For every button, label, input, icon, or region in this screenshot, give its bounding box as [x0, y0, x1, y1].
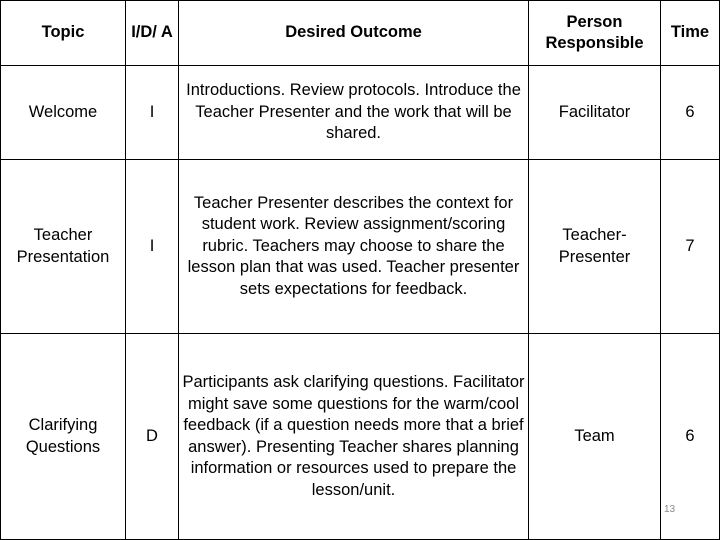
topic-cell: Welcome	[1, 66, 126, 160]
header-row	[1, 1, 720, 66]
topic-cell: Clarifying Questions	[1, 334, 126, 540]
header-desired-outcome: Desired Outcome	[179, 1, 529, 66]
outcome-cell: Teacher Presenter describes the context for student work. Review assignment/scoring rubric. Teachers may choose to share the lesson plan that was used. Teacher presenter sets expectations for feedback.	[179, 160, 529, 334]
person-cell: Team	[529, 334, 661, 540]
header-ida: I/D/ A	[126, 1, 179, 66]
person-cell: Teacher-Presenter	[529, 160, 661, 334]
slide-number: 13	[664, 504, 676, 515]
table-row	[1, 66, 720, 160]
outcome-cell: Introductions. Review protocols. Introduce the Teacher Presenter and the work that will be shared.	[179, 66, 529, 160]
header-time: Time	[661, 1, 720, 66]
header-person-responsible: Person Responsible	[529, 1, 661, 66]
ida-cell: I	[126, 160, 179, 334]
time-cell: 7	[661, 160, 720, 334]
table-row	[1, 160, 720, 334]
ida-cell: D	[126, 334, 179, 540]
table-row	[1, 334, 720, 540]
time-cell: 6	[661, 66, 720, 160]
outcome-cell: Participants ask clarifying questions. Facilitator might save some questions for the warm/cool feedback (if a question needs more that a brief answer). Presenting Teacher shares planning information or resources used to prepare the lesson/unit.	[179, 334, 529, 540]
time-cell: 6	[661, 334, 720, 540]
topic-cell: Teacher Presentation	[1, 160, 126, 334]
ida-cell: I	[126, 66, 179, 160]
person-cell: Facilitator	[529, 66, 661, 160]
header-topic: Topic	[1, 1, 126, 66]
